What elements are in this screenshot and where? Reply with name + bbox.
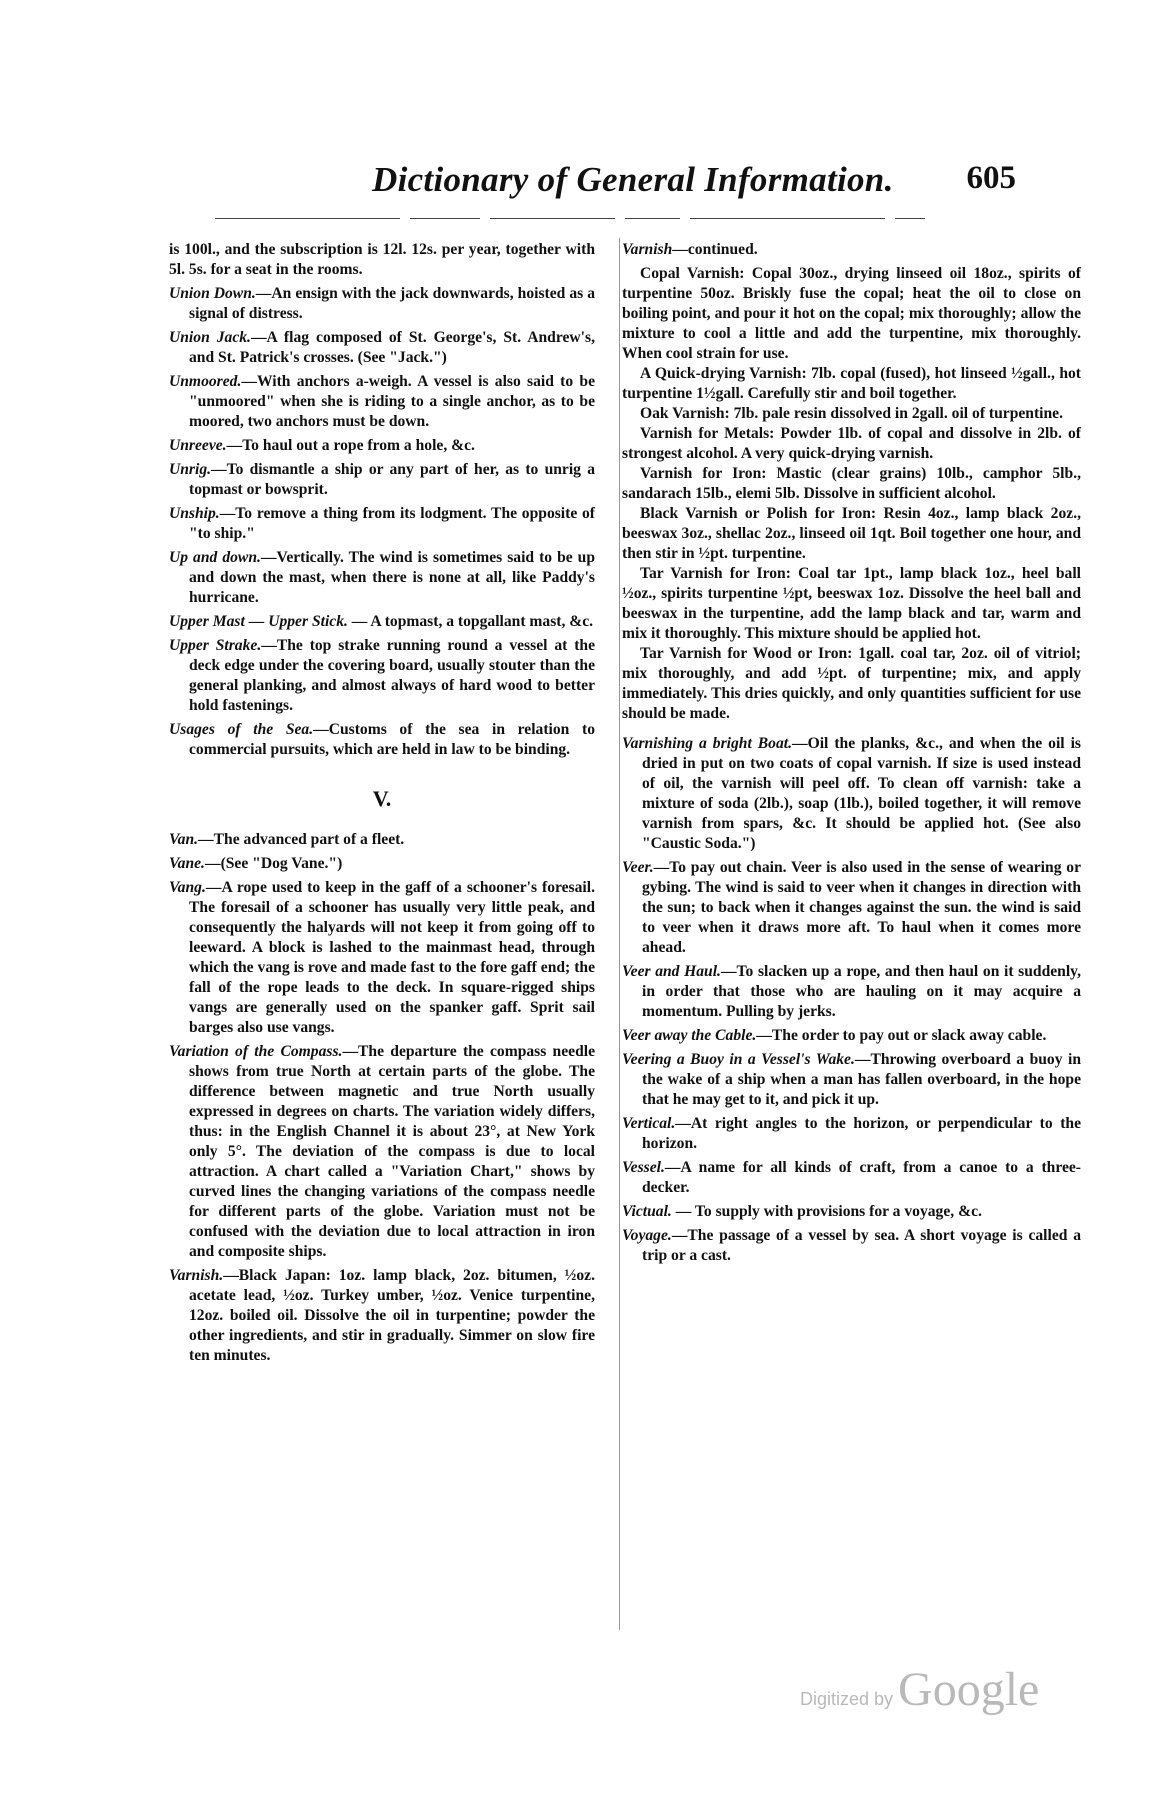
dictionary-entry: Unship.—To remove a thing from its lodgment. The opposite of "to ship."	[169, 505, 595, 542]
header-rule	[625, 218, 680, 219]
dictionary-entry: Vang.—A rope used to keep in the gaff of a schooner's foresail. The foresail of a schooner has usually very little peak, and consequently the halyards will not keep it from going off to leeward. A block is lashed to the mainmast head, through which the vang is rove and made fast to the fore gaff end; the fall of the rope leads to the deck. In square-rigged ships vangs are generally used on the spanker gaff. Sprit sail barges also use vangs.	[169, 879, 595, 1036]
dictionary-entry: Unreeve.—To haul out a rope from a hole, &c.	[169, 437, 475, 454]
continued-heading: Varnish—continued.	[622, 241, 758, 258]
right-column	[622, 240, 1081, 1270]
continued-text: is 100l., and the subscription is 12l. 12s. per year, together with 5l. 5s. for a seat in the rooms.	[169, 241, 595, 278]
dictionary-entry: Vertical.—At right angles to the horizon, or perpendicular to the horizon.	[622, 1115, 1081, 1152]
dictionary-entry: Veering a Buoy in a Vessel's Wake.—Throwing overboard a buoy in the wake of a ship when a man has fallen overboard, in the hope that he may get to it, and pick it up.	[622, 1051, 1081, 1108]
page-title: Dictionary of General Information.	[372, 160, 894, 199]
running-head	[160, 160, 1030, 202]
header-rule	[410, 218, 480, 219]
varnish-recipe: Copal Varnish: Copal 30oz., drying linseed oil 18oz., spirits of turpentine 50oz. Briskly fuse the copal; heat the oil to close on boiling point, and pour it hot on the copal; mix thoroughly; allow the mixture to cool a little and add the turpentine, mix thoroughly. When cool strain for use.	[622, 265, 1081, 362]
dictionary-entry: Vessel.—A name for all kinds of craft, from a canoe to a three-decker.	[622, 1159, 1081, 1196]
dictionary-entry: Veer.—To pay out chain. Veer is also used in the sense of wearing or gybing. The wind is said to veer when it changes in direction with the sun; to back when it changes against the sun. the wind is said to veer when it draws more aft. To haul when it comes more ahead.	[622, 859, 1081, 956]
varnish-recipe: Varnish for Metals: Powder 1lb. of copal and dissolve in 2lb. of strongest alcohol. A very quick-drying varnish.	[622, 425, 1081, 462]
header-rule	[895, 218, 925, 219]
header-rule	[690, 218, 885, 219]
varnish-recipe: Tar Varnish for Wood or Iron: 1gall. coal tar, 2oz. oil of vitriol; mix thoroughly, and add ½pt. of turpentine; mix, and apply immediately. This dries quickly, and only quantities sufficient for use should be made.	[622, 645, 1081, 722]
dictionary-entry: Union Down.—An ensign with the jack downwards, hoisted as a signal of distress.	[169, 285, 595, 322]
dictionary-entry: Unrig.—To dismantle a ship or any part of her, as to unrig a topmast or bowsprit.	[169, 461, 595, 498]
dictionary-entry: Veer away the Cable.—The order to pay out or slack away cable.	[622, 1027, 1047, 1044]
google-logo: Google	[898, 1663, 1040, 1716]
section-heading: V.	[372, 786, 392, 811]
dictionary-entry: Upper Strake.—The top strake running round a vessel at the deck edge under the covering board, usually stouter than the general planking, and almost always of hard wood to better hold fastenings.	[169, 637, 595, 714]
column-divider	[619, 238, 620, 1630]
dictionary-entry: Varnish.—Black Japan: 1oz. lamp black, 2oz. bitumen, ½oz. acetate lead, ½oz. Turkey umber, ½oz. Venice turpentine, 12oz. boiled oil. Dissolve the oil in turpentine; powder the other ingredients, and stir in gradually. Simmer on slow fire ten minutes.	[169, 1267, 595, 1364]
varnish-recipe: Varnish for Iron: Mastic (clear grains) 10lb., camphor 5lb., sandarach 15lb., elemi 5lb. Dissolve in sufficient alcohol.	[622, 465, 1081, 502]
dictionary-entry: Unmoored.—With anchors a-weigh. A vessel is also said to be "unmoored" when she is riding to a single anchor, as to be moored, two anchors must be down.	[169, 373, 595, 430]
left-column	[169, 240, 595, 1370]
watermark-prefix: Digitized by	[800, 1689, 894, 1709]
dictionary-entry: Varnishing a bright Boat.—Oil the planks, &c., and when the oil is dried in put on two coats of copal varnish. If size is used instead of oil, the varnish will peel off. To clean off varnish: take a mixture of soda (2lb.), soap (1lb.), boiled together, it will remove varnish from spars, &c. It should be applied hot. (See also "Caustic Soda.")	[622, 735, 1081, 852]
dictionary-entry: Variation of the Compass.—The departure the compass needle shows from true North at certain parts of the globe. The difference between magnetic and true North usually expressed in degrees on charts. The variation widely differs, thus: in the English Channel it is about 23°, at New York only 5°. The deviation of the compass is due to local attraction. A chart called a "Variation Chart," shows by curved lines the changing variations of the compass needle for different parts of the globe. Variation must not be confused with the deviation due to local attraction in iron and composite ships.	[169, 1043, 595, 1260]
header-rule	[490, 218, 615, 219]
varnish-recipe: Oak Varnish: 7lb. pale resin dissolved in 2gall. oil of turpentine.	[640, 405, 1063, 422]
dictionary-entry: Veer and Haul.—To slacken up a rope, and then haul on it suddenly, in order that those who are hauling on it may acquire a momentum. Pulling by jerks.	[622, 963, 1082, 1020]
dictionary-entry: Union Jack.—A flag composed of St. George's, St. Andrew's, and St. Patrick's crosses. (See "Jack.")	[169, 329, 595, 366]
dictionary-entry: Voyage.—The passage of a vessel by sea. A short voyage is called a trip or a cast.	[622, 1227, 1081, 1264]
dictionary-entry: Vane.—(See "Dog Vane.")	[169, 855, 343, 872]
dictionary-entry: Upper Mast — Upper Stick. — A topmast, a topgallant mast, &c.	[169, 613, 594, 630]
digitized-watermark	[800, 1662, 1039, 1717]
dictionary-entry: Victual. — To supply with provisions for a voyage, &c.	[622, 1203, 982, 1220]
varnish-recipe: A Quick-drying Varnish: 7lb. copal (fused), hot linseed ½gall., hot turpentine 1½gall. Carefully stir and boil together.	[622, 365, 1081, 402]
varnish-recipe: Tar Varnish for Iron: Coal tar 1pt., lamp black 1oz., heel ball ½oz., spirits turpentine ½pt, beeswax 1oz. Dissolve the heel ball and beeswax in the turpentine, add the lamp black and tar, warm and mix it thoroughly. This mixture should be applied hot.	[622, 565, 1081, 642]
varnish-recipe: Black Varnish or Polish for Iron: Resin 4oz., lamp black 2oz., beeswax 3oz., shellac 2oz., linseed oil 1qt. Boil together one hour, and then stir in ½pt. turpentine.	[622, 505, 1081, 562]
dictionary-entry: Up and down.—Vertically. The wind is sometimes said to be up and down the mast, when there is none at all, like Paddy's hurricane.	[169, 549, 596, 606]
dictionary-entry: Usages of the Sea.—Customs of the sea in relation to commercial pursuits, which are held in law to be binding.	[169, 721, 595, 758]
header-rule	[215, 218, 400, 219]
page-number: 605	[966, 160, 1016, 196]
dictionary-entry: Van.—The advanced part of a fleet.	[169, 831, 405, 848]
